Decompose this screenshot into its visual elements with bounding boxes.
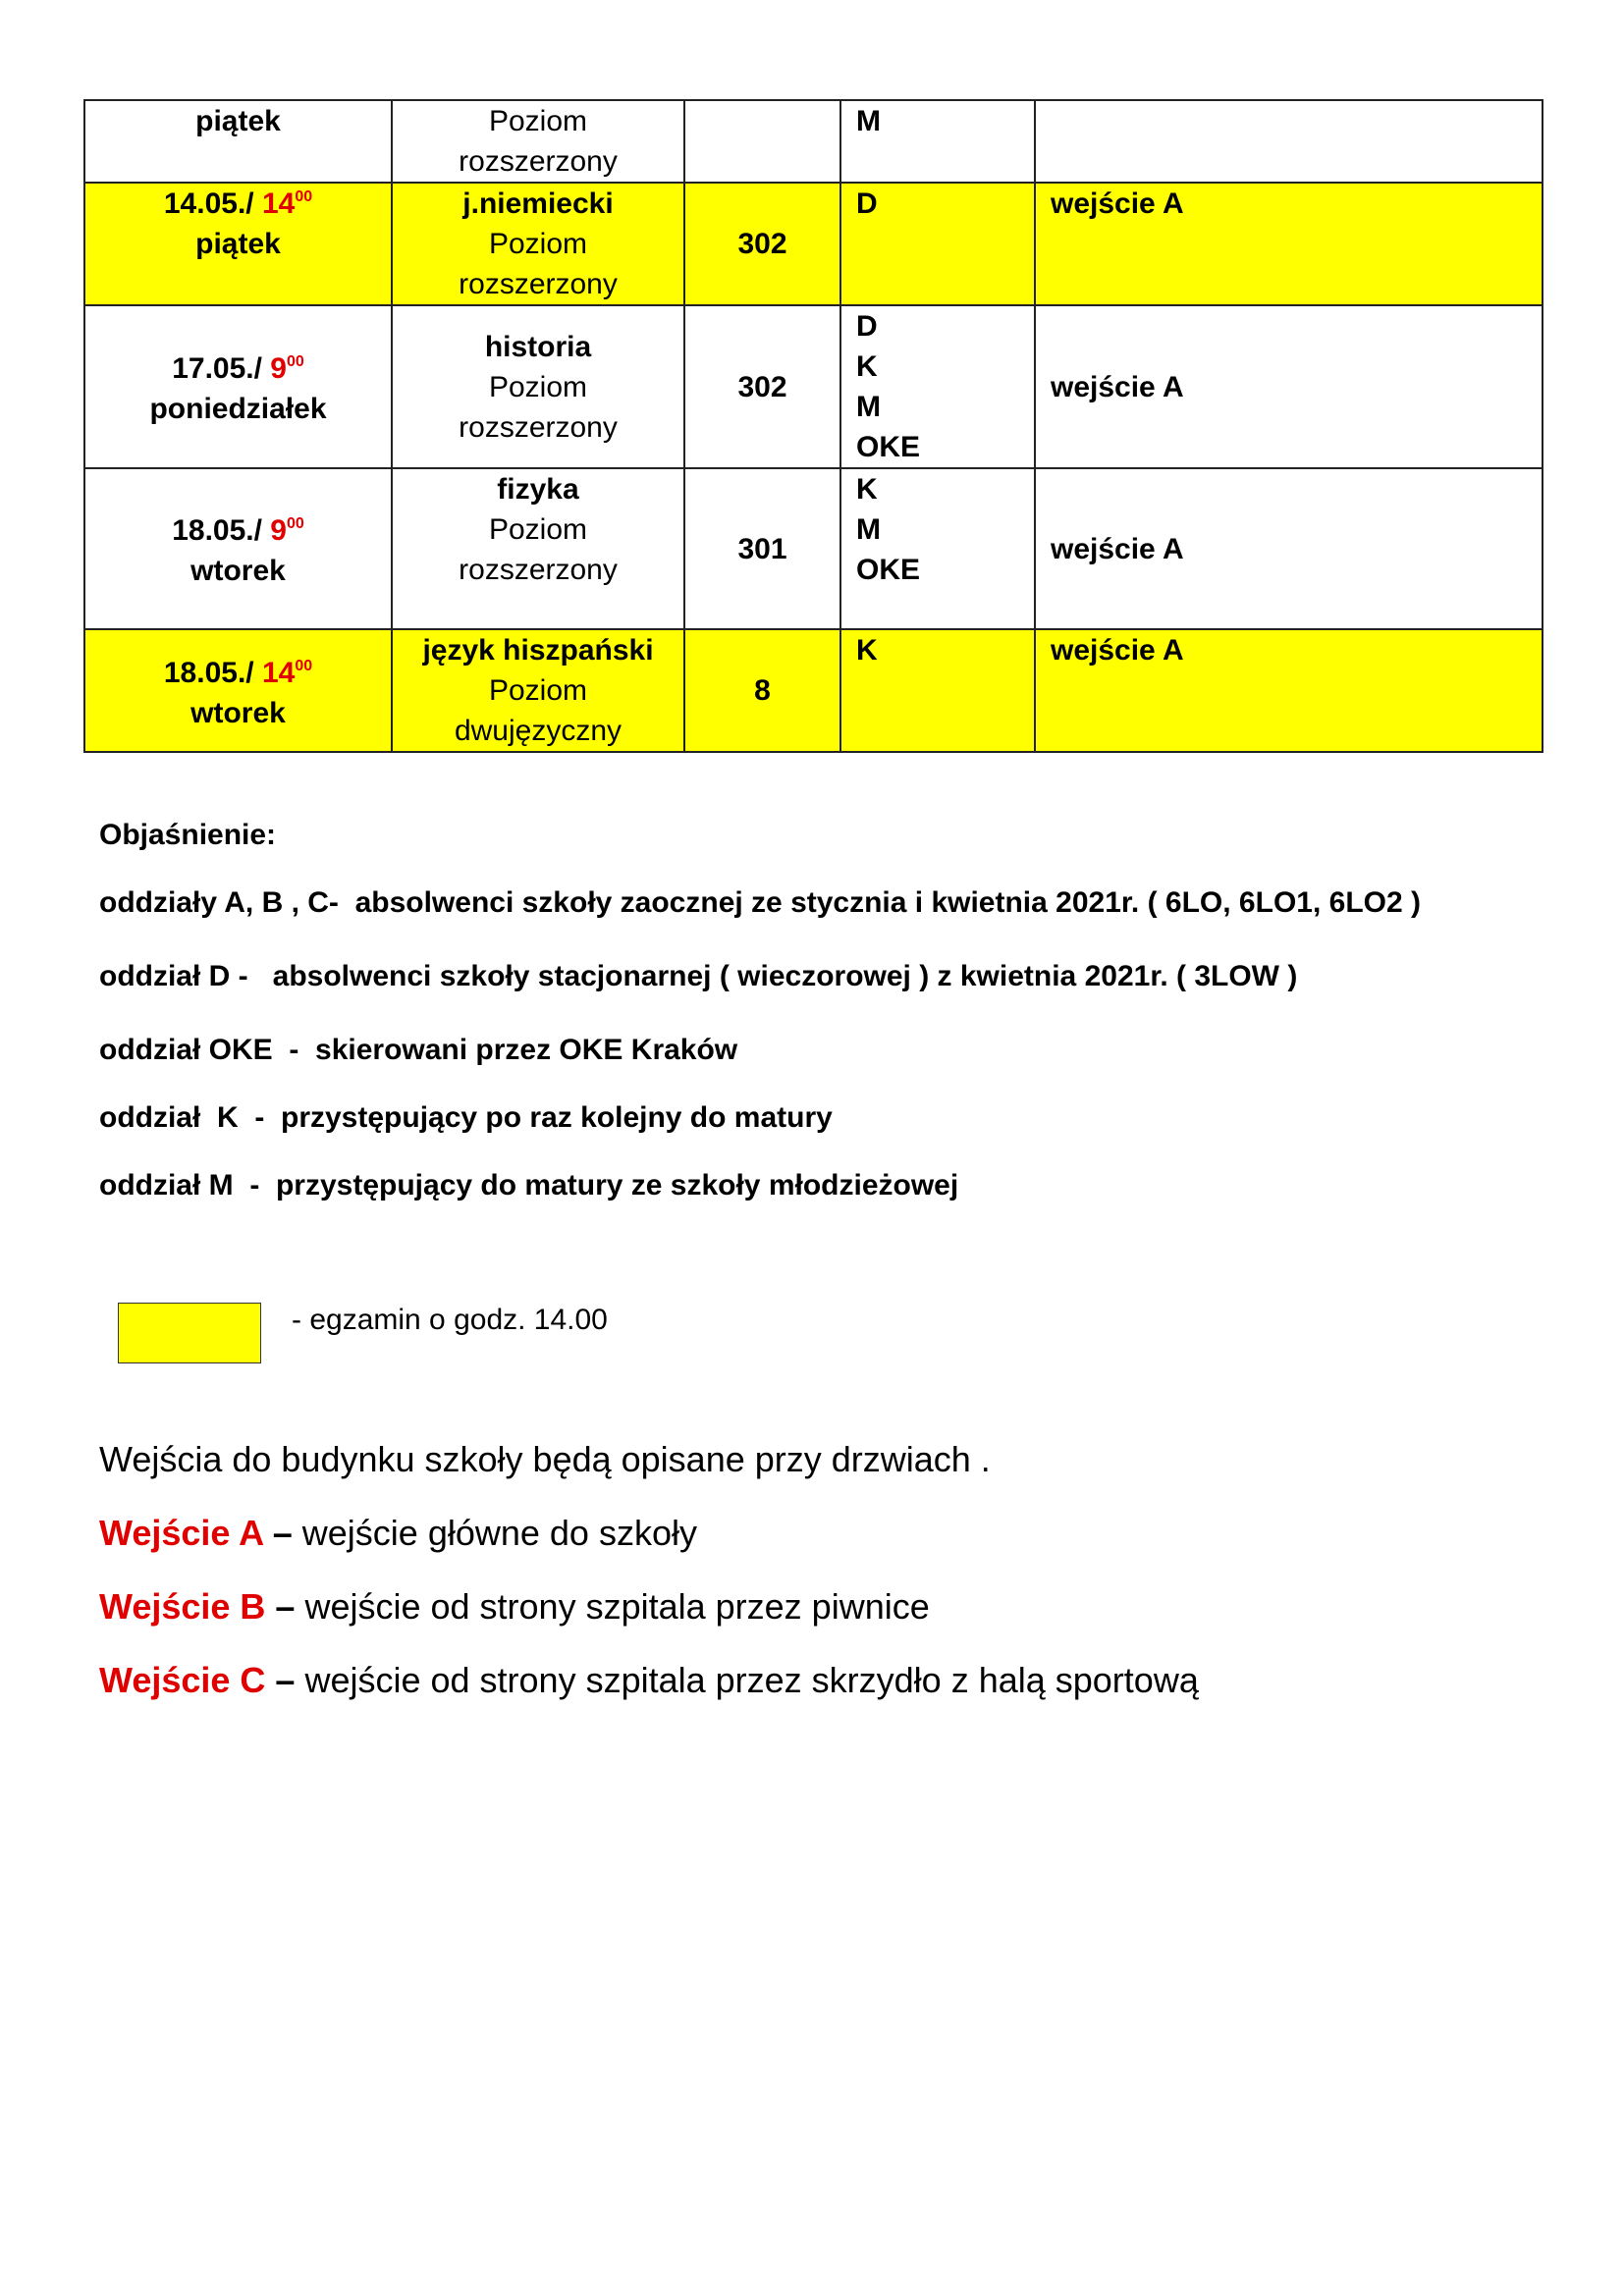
weekday: wtorek (190, 555, 286, 587)
group-code: K (856, 634, 878, 667)
entrance-desc: wejście od strony szpitala przez piwnice (304, 1586, 930, 1627)
groups-cell (840, 100, 1035, 183)
date-cell (84, 468, 392, 629)
room-number: 302 (737, 228, 787, 260)
entrance-cell (1035, 468, 1543, 629)
level-value: rozszerzony (459, 410, 618, 444)
entrance-desc: wejście od strony szpitala przez skrzydło z halą sportową (304, 1660, 1199, 1700)
weekday: poniedziałek (149, 393, 327, 425)
level-label: Poziom (488, 674, 588, 707)
yellow-swatch (118, 1303, 261, 1363)
entrance-cell (1035, 100, 1543, 183)
group-code: OKE (856, 554, 921, 586)
legend-item: oddział K - przystępujący po raz kolejny do matury (99, 1101, 833, 1134)
entrance-name: Wejście C (99, 1660, 266, 1700)
exam-time: $9^{00}$ (270, 352, 304, 385)
subject-cell (392, 305, 684, 468)
entrance-value: wejście A (1051, 370, 1184, 403)
level-label: Poziom (488, 513, 588, 546)
entrances-note: Wejścia do budynku szkoły będą opisane przy drzwiach . (99, 1439, 991, 1479)
table-row (84, 183, 1543, 305)
group-code: K (856, 473, 878, 506)
entrance-cell (1035, 629, 1543, 752)
exam-date: 18.05./ (172, 514, 271, 547)
level-value: rozszerzony (459, 145, 618, 178)
weekday: piątek (195, 228, 281, 260)
subject-name: j.niemiecki (462, 187, 614, 220)
subject-name: fizyka (497, 473, 579, 506)
entrance-name: Wejście A (99, 1513, 263, 1553)
table-row (84, 468, 1543, 629)
room-number: 302 (737, 370, 787, 403)
entrance-line: Wejście B – wejście od strony szpitala przez piwnice (99, 1586, 930, 1627)
weekday: piątek (195, 105, 281, 137)
date-cell (84, 629, 392, 752)
entrance-value: wejście A (1051, 532, 1184, 565)
level-label: Poziom (488, 105, 588, 137)
group-code: D (856, 310, 878, 343)
exam-time: $14^{00}$ (261, 187, 313, 220)
groups-cell (840, 183, 1035, 305)
entrance-desc: wejście główne do szkoły (301, 1513, 697, 1553)
entrance-value: wejście A (1051, 634, 1184, 667)
subject-name: język hiszpański (422, 634, 654, 667)
level-value: rozszerzony (459, 554, 618, 586)
entrance-line: Wejście A – wejście główne do szkoły (99, 1513, 697, 1553)
subject-cell (392, 468, 684, 629)
legend-item: oddział M - przystępujący do matury ze szkoły młodzieżowej (99, 1169, 959, 1201)
room-cell (684, 468, 840, 629)
weekday: wtorek (190, 696, 286, 729)
level-value: dwujęzyczny (454, 715, 623, 747)
legend-item: oddziały A, B , C- absolwenci szkoły zaocznej ze stycznia i kwietnia 2021r. ( 6LO, 6LO1, 6LO2 ) (99, 886, 1421, 919)
legend-item: oddział OKE - skierowani przez OKE Kraków (99, 1034, 738, 1066)
date-cell (84, 100, 392, 183)
subject-cell (392, 100, 684, 183)
date-cell (84, 183, 392, 305)
exam-time: $9^{00}$ (270, 514, 304, 547)
group-code: K (856, 350, 878, 383)
subject-name: historia (484, 330, 592, 363)
level-label: Poziom (488, 370, 588, 403)
room-cell (684, 100, 840, 183)
room-cell (684, 305, 840, 468)
entrance-name: Wejście B (99, 1586, 266, 1627)
entrance-value: wejście A (1051, 187, 1184, 220)
legend-item: oddział D - absolwenci szkoły stacjonarnej ( wieczorowej ) z kwietnia 2021r. ( 3LOW ) (99, 960, 1298, 992)
room-number: 8 (754, 674, 771, 707)
date-cell (84, 305, 392, 468)
group-code: OKE (856, 431, 921, 463)
table-row (84, 305, 1543, 468)
entrance-cell (1035, 305, 1543, 468)
swatch-label: - egzamin o godz. 14.00 (292, 1304, 608, 1336)
entrance-line: Wejście C – wejście od strony szpitala przez skrzydło z halą sportową (99, 1660, 1199, 1700)
exam-date: 17.05./ (172, 352, 271, 385)
legend-title: Objaśnienie: (99, 819, 277, 851)
room-cell (684, 629, 840, 752)
subject-cell (392, 629, 684, 752)
exam-date: 18.05./ (163, 656, 262, 689)
subject-cell (392, 183, 684, 305)
level-value: rozszerzony (459, 268, 618, 300)
level-label: Poziom (488, 228, 588, 260)
table-row (84, 629, 1543, 752)
exam-schedule-table (83, 99, 1543, 753)
group-code: M (856, 513, 881, 546)
groups-cell (840, 305, 1035, 468)
groups-cell (840, 629, 1035, 752)
groups-cell (840, 468, 1035, 629)
room-number: 301 (737, 532, 787, 565)
group-code: D (856, 187, 878, 220)
table-row (84, 100, 1543, 183)
group-code: M (856, 391, 881, 423)
entrance-cell (1035, 183, 1543, 305)
room-cell (684, 183, 840, 305)
exam-time: $14^{00}$ (261, 656, 313, 689)
group-code: M (856, 105, 881, 137)
exam-date: 14.05./ (163, 187, 262, 220)
